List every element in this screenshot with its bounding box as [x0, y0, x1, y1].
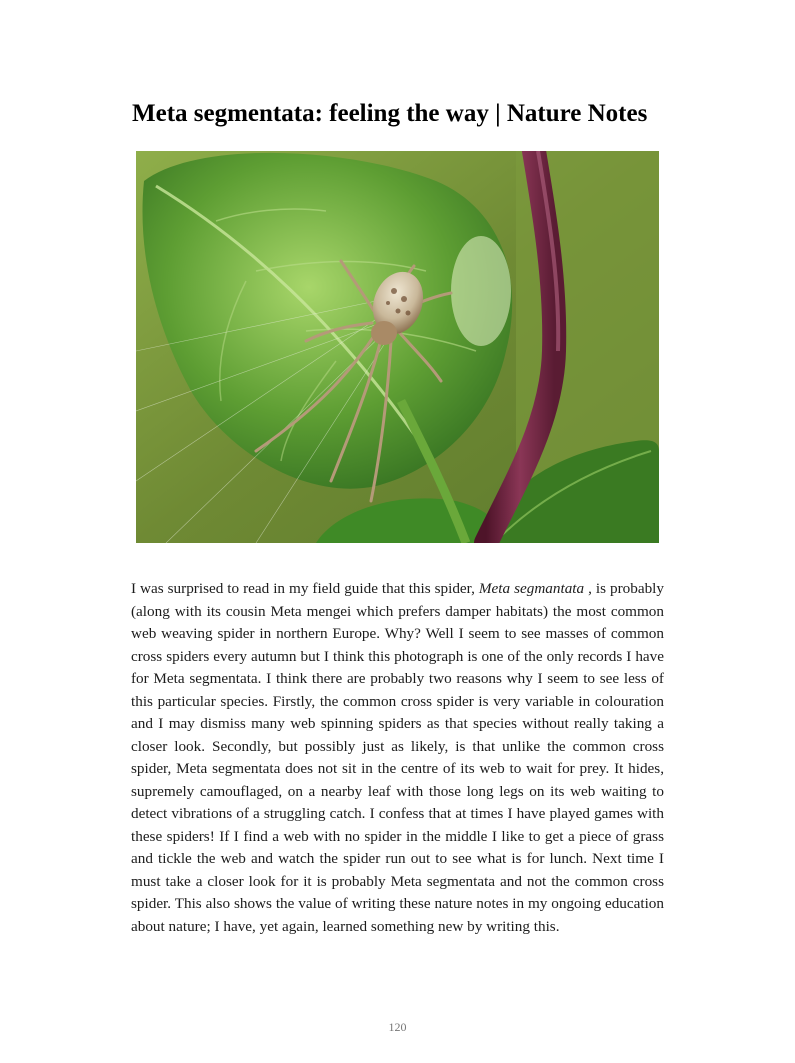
species-name-italic: Meta segmantata — [478, 580, 585, 597]
spider-on-leaf-illustration — [136, 151, 659, 543]
page-number: 120 — [388, 1020, 407, 1034]
paragraph-part-2: , is probably (along with its cousin Meta mengei which prefers damper habitats) the most common web weaving spider in northern Europe. Why? Well I seem to see masses of common cross spiders every autumn but I think this photograph is one of the only records I have for Meta segmentata. I think there are probably two reasons why I seem to see less of this particular species. Firstly, the common cross spider is very variable in colouration and I may dismiss many web spinning spiders as that species without really taking a closer look. Secondly, but possibly just as likely, is that unlike the common cross spider, Meta segmentata does not sit in the centre of its web to wait for prey. It hides, supremely camouflaged, on a nearby leaf with those long legs on its web waiting to detect vibrations of a struggling catch. I confess that at times I have played games with these spiders! If I find a web with no spider in the middle I like to get a piece of grass and tickle the web and watch the spider run out to see what is for lunch. Next time I must take a closer look for it is probably Meta segmentata and not the common cross spider. This also shows the value of writing these nature notes in my ongoing education about nature; I have, yet again, learned something new by writing this. — [131, 580, 664, 935]
spider-photo — [136, 151, 659, 543]
paragraph-part-1: I was surprised to read in my field guide that this spider, — [131, 580, 479, 597]
page-title: Meta segmentata: feeling the way | Nature Notes — [132, 100, 648, 127]
body-paragraph — [131, 578, 664, 938]
